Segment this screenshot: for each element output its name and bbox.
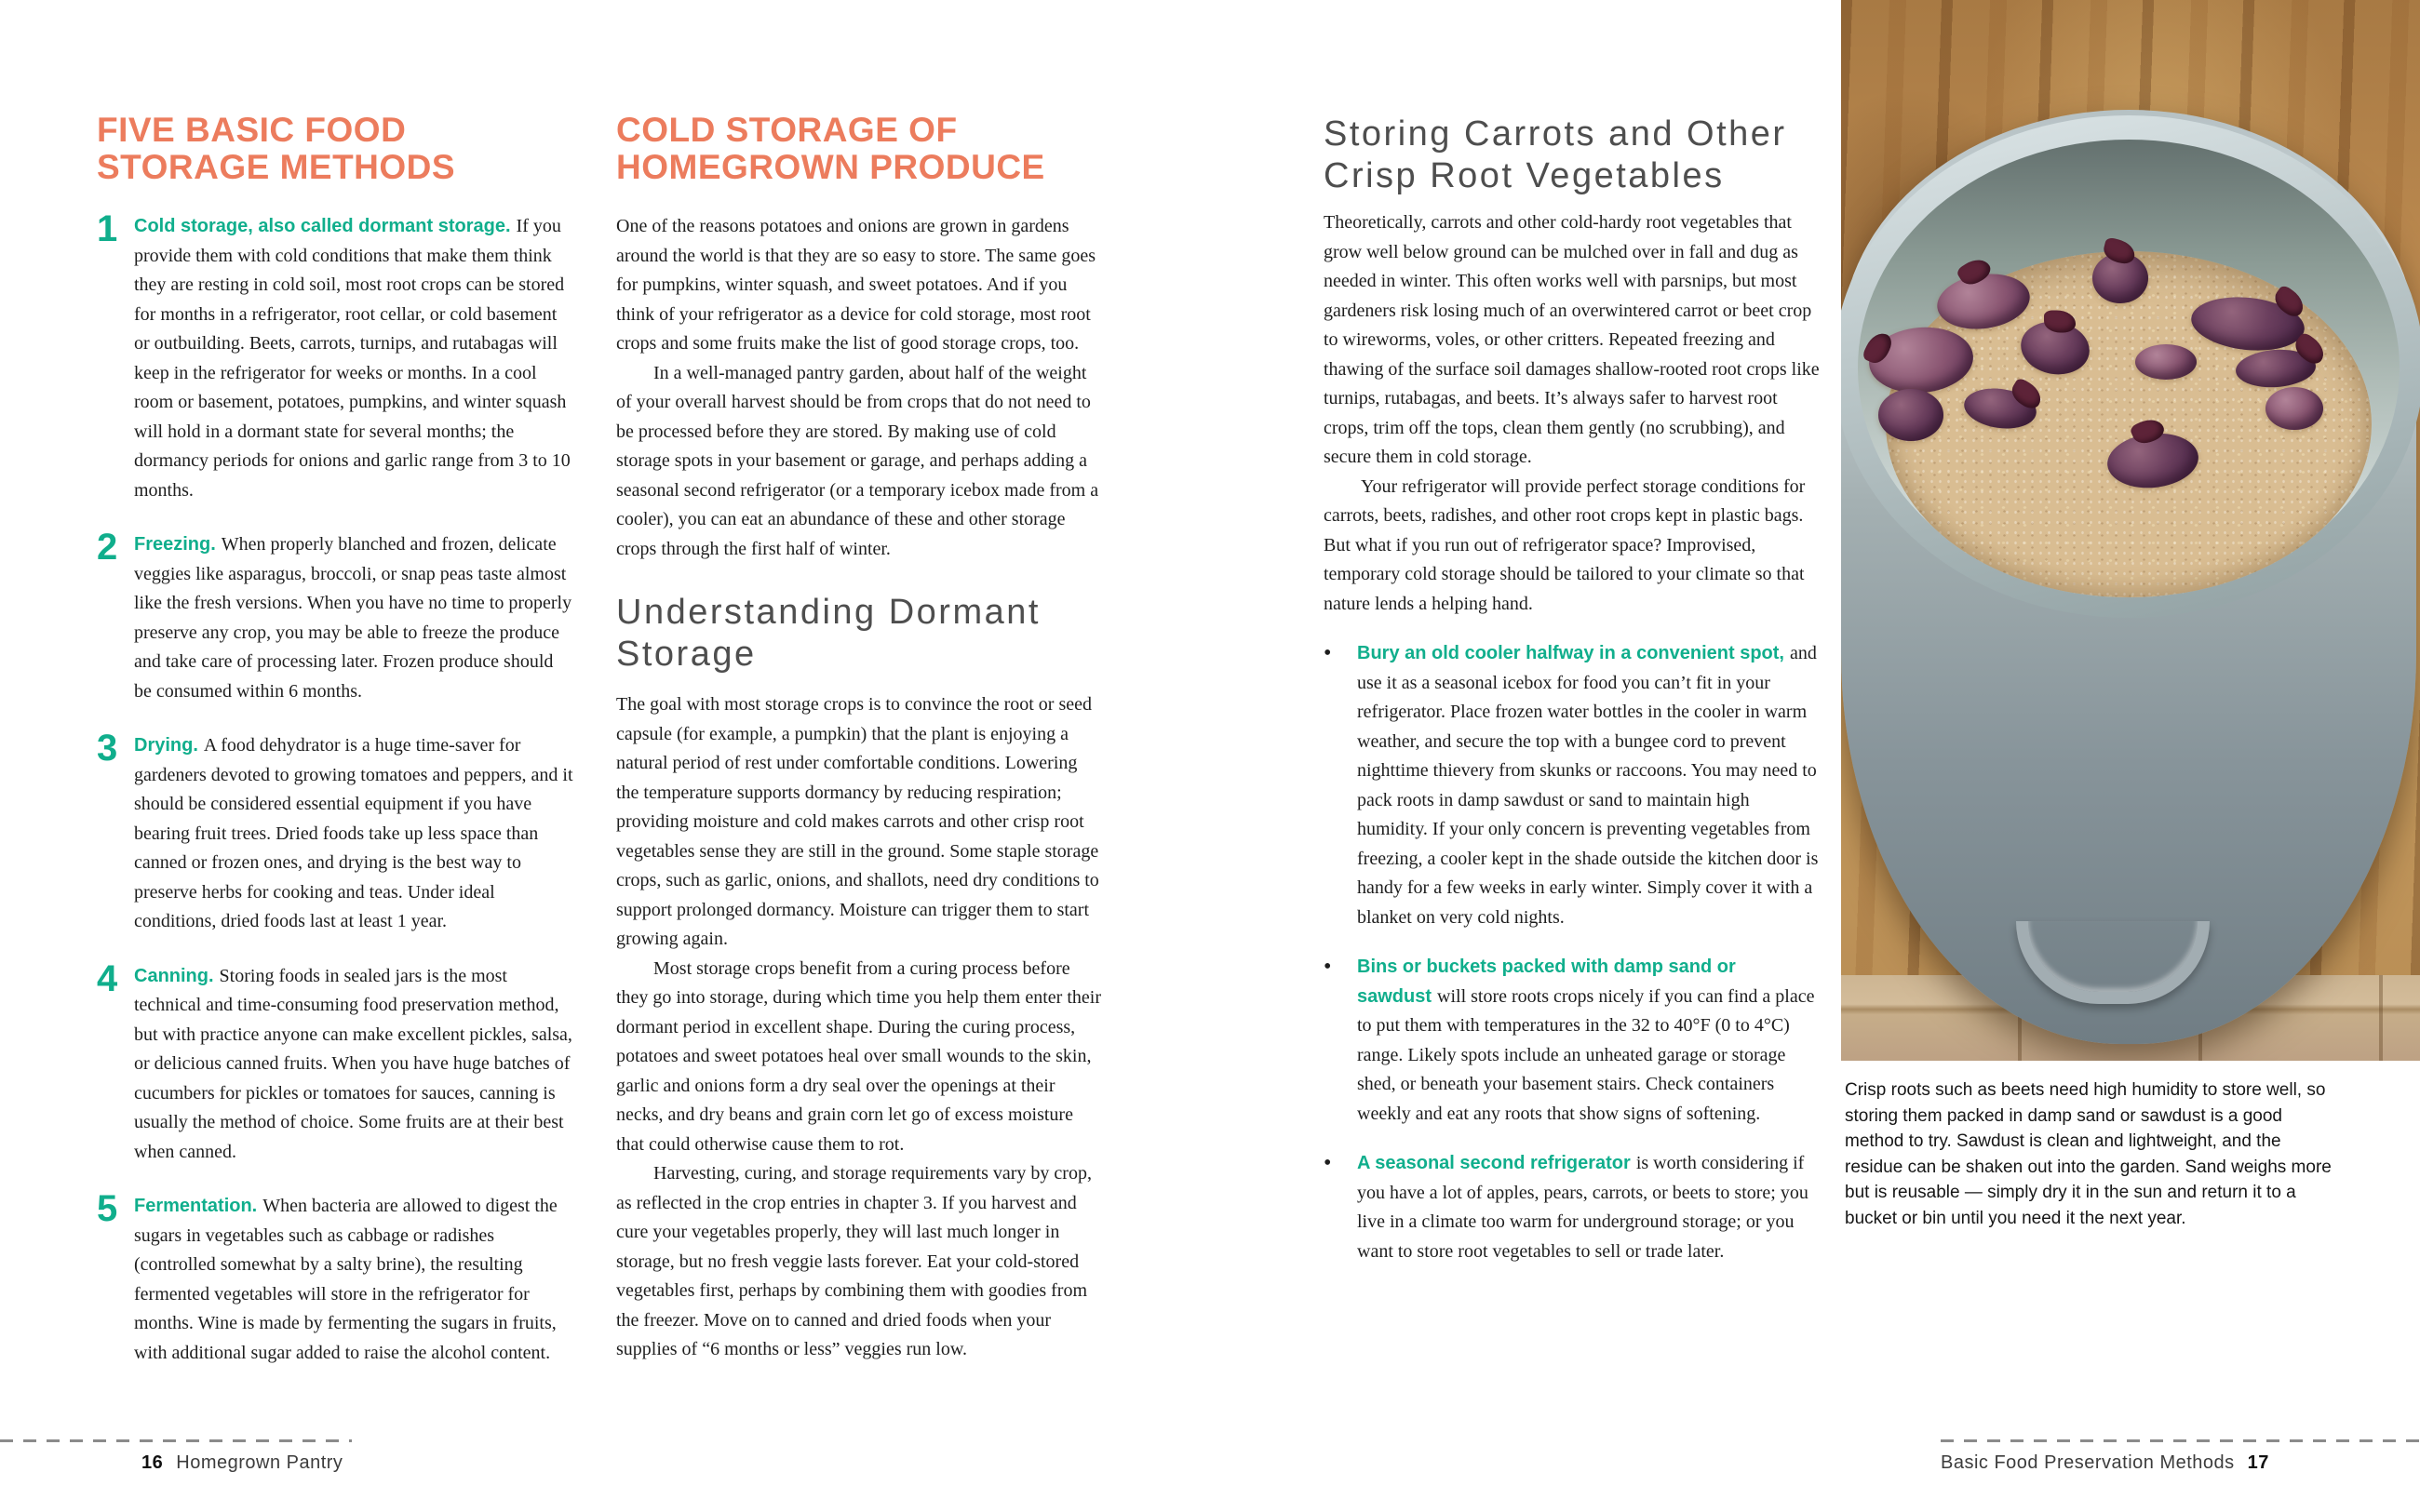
item-number: 4 [97, 957, 118, 999]
beet [1866, 323, 1976, 396]
beet [1878, 389, 1943, 441]
middle-article [616, 112, 1104, 1365]
item-body: Storing foods in sealed jars is the most technical and time-consuming food preservation method, but with practice anyone can make excellent pickles, salsa, or delicious canned fruits. When you have huge batches of cucumbers for pickles or tomatoes for sauces, canning is usually the method of choice. Some fruits are at their best when canned. [134, 965, 572, 1162]
sand-surface [1886, 251, 2372, 597]
beet [2104, 429, 2201, 492]
tub-handle [2016, 921, 2210, 1004]
dashed-rule [1941, 1439, 2420, 1442]
page-number: 16 [141, 1452, 164, 1473]
photo-caption: Crisp roots such as beets need high humidity to store well, so storing them packed in damp sand or sawdust is a good method to try. Sawdust is clean and lightweight, and the residue can be shaken out into the garden. Sand weighs more but is reusable — simply dry it in the sun and return it to a bucket or bin until you need it the next year. [1845, 1080, 2332, 1228]
paragraph: Harvesting, curing, and storage requirements vary by crop, as reflected in the crop entries in chapter 3. If you harvest and cure your vegetables properly, they will last much longer in storage, but no fresh veggie lasts forever. Eat your cold-stored vegetables first, perhaps by combining them with goodies from the freezer. Move on to canned and dried foods when your supplies of “6 months or less” veggies run low. [616, 1163, 1092, 1359]
tub-rim [1841, 115, 2420, 618]
title-line: HOMEGROWN PRODUCE [616, 148, 1045, 186]
beet-top [2008, 377, 2047, 412]
galvanized-tub [1841, 110, 2416, 1044]
beet-top [2270, 284, 2309, 320]
bullet-lead: Bury an old cooler halfway in a convenient spot, [1357, 643, 1784, 663]
bullet-dot: • [1324, 1151, 1332, 1175]
item-text [134, 530, 575, 706]
bullet-item [1324, 1149, 1824, 1266]
bullet-text [1357, 1149, 1824, 1266]
beet [2235, 347, 2318, 390]
title-line: Storing Carrots and Other [1324, 114, 1787, 154]
left-article-title [97, 112, 575, 186]
photo-beets-in-sand [1841, 0, 2420, 1061]
beet-top [2044, 310, 2076, 332]
bullet-text [1357, 639, 1824, 932]
beet [2017, 316, 2094, 380]
item-text [134, 1192, 575, 1368]
item-number: 1 [97, 208, 118, 249]
item-text [134, 212, 575, 505]
list-item [97, 1188, 575, 1368]
tub-cavity [1858, 140, 2400, 597]
dashed-rule [0, 1439, 352, 1442]
paragraph: Most storage crops benefit from a curing process before they go into storage, during which time you help them enter their dormant period in excellent shape. During the curing process, potatoes and sweet potatoes heal over small wounds to the skin, garlic and onions form a dry seal over the openings at their necks, and dry beans and grain corn let go of excess moisture that could otherwise cause them to rot. [616, 957, 1101, 1155]
item-lead: Drying. [134, 735, 198, 756]
bullet-lead: Bins or buckets packed with damp sand or sawdust [1357, 957, 1736, 1007]
bullet-item [1324, 639, 1824, 932]
bullet-lead: A seasonal second refrigerator [1357, 1153, 1631, 1173]
title-line: FIVE BASIC FOOD [97, 111, 407, 149]
bullet-dot: • [1324, 641, 1332, 665]
item-lead: Freezing. [134, 534, 216, 555]
middle-article-title [616, 112, 1104, 186]
book-title: Homegrown Pantry [176, 1452, 343, 1473]
running-footer [1941, 1452, 2420, 1474]
bullet-item [1324, 953, 1824, 1129]
beet-top [2102, 236, 2138, 266]
right-article [1324, 114, 1824, 1266]
item-body: A food dehydrator is a huge time-saver for gardeners devoted to growing tomatoes and peppers, and it should be considered essential equipment if you have bearing fruit trees. Dried foods take up less space than canned or frozen ones, and drying is the best way to preserve herbs for cooking and teas. Under ideal conditions, dried foods last at least 1 year. [134, 735, 573, 931]
item-lead: Fermentation. [134, 1196, 258, 1216]
beet-top [1862, 329, 1895, 368]
paragraph: In a well-managed pantry garden, about half of the weight of your overall harvest should be from crops that do not need to be processed before they are stored. By making use of cold storage spots in your basement or garage, and perhaps adding a seasonal second refrigerator (or a temporary icebox made from a cooler), you can eat an abundance of these and other storage crops through the first half of winter. [616, 362, 1099, 559]
title-line: STORAGE METHODS [97, 148, 456, 186]
beet [2135, 344, 2197, 380]
item-lead: Cold storage, also called dormant storage. [134, 216, 511, 236]
paragraph: Theoretically, carrots and other cold-hardy root vegetables that grow well below ground can be mulched over in fall and dug as needed in winter. This often works well with parsnips, but most gardeners risk losing much of an overwintered carrot or beet crop to wireworms, voles, or other critters. Repeated freezing and thawing of the surface soil damages shallow-rooted root crops like turnips, rutabagas, and beets. It’s always safer to harvest root crops, trim off the tops, clean them gently (no scrubbing), and secure them in cold storage. [1324, 212, 1820, 467]
running-footer [141, 1452, 352, 1474]
item-lead: Canning. [134, 965, 214, 986]
bullet-dot: • [1324, 955, 1332, 979]
item-text [134, 962, 575, 1168]
bullet-text [1357, 953, 1824, 1129]
beet-top [2129, 415, 2167, 448]
list-item [97, 728, 575, 937]
beet-top [1956, 254, 1995, 289]
title-line: Crisp Root Vegetables [1324, 156, 1725, 195]
beet [2188, 292, 2306, 355]
list-item [97, 208, 575, 505]
item-body: When properly blanched and frozen, delicate veggies like asparagus, broccoli, or snap peas taste almost like the fresh versions. When you have no time to properly preserve any crop, you may be able to freeze the produce and take care of processing later. Frozen produce should be consumed within 6 months. [134, 534, 572, 702]
title-line: COLD STORAGE OF [616, 111, 958, 149]
paragraph: One of the reasons potatoes and onions are grown in gardens around the world is that they are so easy to store. The same goes for pumpkins, winter squash, and sweet potatoes. And if you think of your refrigerator as a device for cold storage, most root crops and some fruits make the list of good storage crops, too. [616, 216, 1096, 354]
bullet-body: will store roots crops nicely if you can find a place to put them with temperatures in the 32 to 40°F (0 to 4°C) range. Likely spots include an unheated garage or storage shed, or beneath your basement stairs. Check containers weekly and eat any roots that show signs of softening. [1357, 985, 1815, 1124]
paragraph: The goal with most storage crops is to convince the root or seed capsule (for example, a pumpkin) that the plant is enjoying a natural period of rest under comfortable conditions. Lowering the temperature supports dormancy by reducing respiration; providing moisture and cold makes carrots and other crisp root vegetables sense they are still in the ground. Some staple storage crops, such as garlic, onions, and shallots, need dry conditions to support prolonged dormancy. Moisture can trigger them to start growing again. [616, 694, 1099, 949]
page-number: 17 [2247, 1452, 2269, 1473]
item-text [134, 731, 575, 937]
beet [1933, 268, 2033, 334]
section-subhead: Understanding Dormant Storage [616, 593, 1041, 674]
list-item [97, 527, 575, 706]
bullet-body: and use it as a seasonal icebox for food you can’t fit in your refrigerator. Place frozen water bottles in the cooler in warm weather, and secure the top with a bungee cord to prevent nighttime thievery from skunks or raccoons. You may need to pack roots in damp sawdust or sand to maintain high humidity. If your only concern is preventing vegetables from freezing, a cooler kept in the shade outside the kitchen door is handy for a few weeks in early winter. Simply cover it with a blanket on very cold nights. [1357, 643, 1819, 928]
chapter-title: Basic Food Preservation Methods [1941, 1452, 2235, 1473]
beet [2092, 253, 2148, 303]
footer-right [1941, 1439, 2420, 1474]
item-number: 2 [97, 527, 118, 568]
list-item [97, 957, 575, 1168]
bullet-body: is worth considering if you have a lot of apples, pears, carrots, or beets to store; you live in a climate too warm for underground storage; or you want to store root vegetables to sell or trade later. [1357, 1153, 1808, 1262]
item-body: If you provide them with cold conditions that make them think they are resting in cold soil, most root crops can be stored for months in a refrigerator, root cellar, or cold basement or outbuilding. Beets, carrots, turnips, and rutabagas will keep in the refrigerator for weeks or months. In a cool room or basement, potatoes, pumpkins, and winter squash will hold in a dormant state for several months; the dormancy periods for onions and garlic range from 3 to 10 months. [134, 216, 571, 501]
beet [2265, 387, 2323, 430]
left-article [97, 112, 575, 1393]
paragraph: Your refrigerator will provide perfect storage conditions for carrots, beets, radishes, and other root crops kept in plastic bags. But what if you run out of refrigerator space? Improvised, temporary cold storage should be tailored to your climate so that nature lends a helping hand. [1324, 475, 1806, 614]
beet [1961, 384, 2038, 433]
footer-left [0, 1439, 352, 1474]
right-article-heading [1324, 114, 1824, 197]
item-number: 5 [97, 1188, 118, 1229]
item-number: 3 [97, 728, 118, 769]
item-body: When bacteria are allowed to digest the sugars in vegetables such as cabbage or radishes (controlled somewhat by a salty brine), the resulting fermented vegetables will store in the refrigerator for months. Wine is made by fermenting the sugars in fruits, with additional sugar added to raise the alcohol content. [134, 1196, 558, 1363]
